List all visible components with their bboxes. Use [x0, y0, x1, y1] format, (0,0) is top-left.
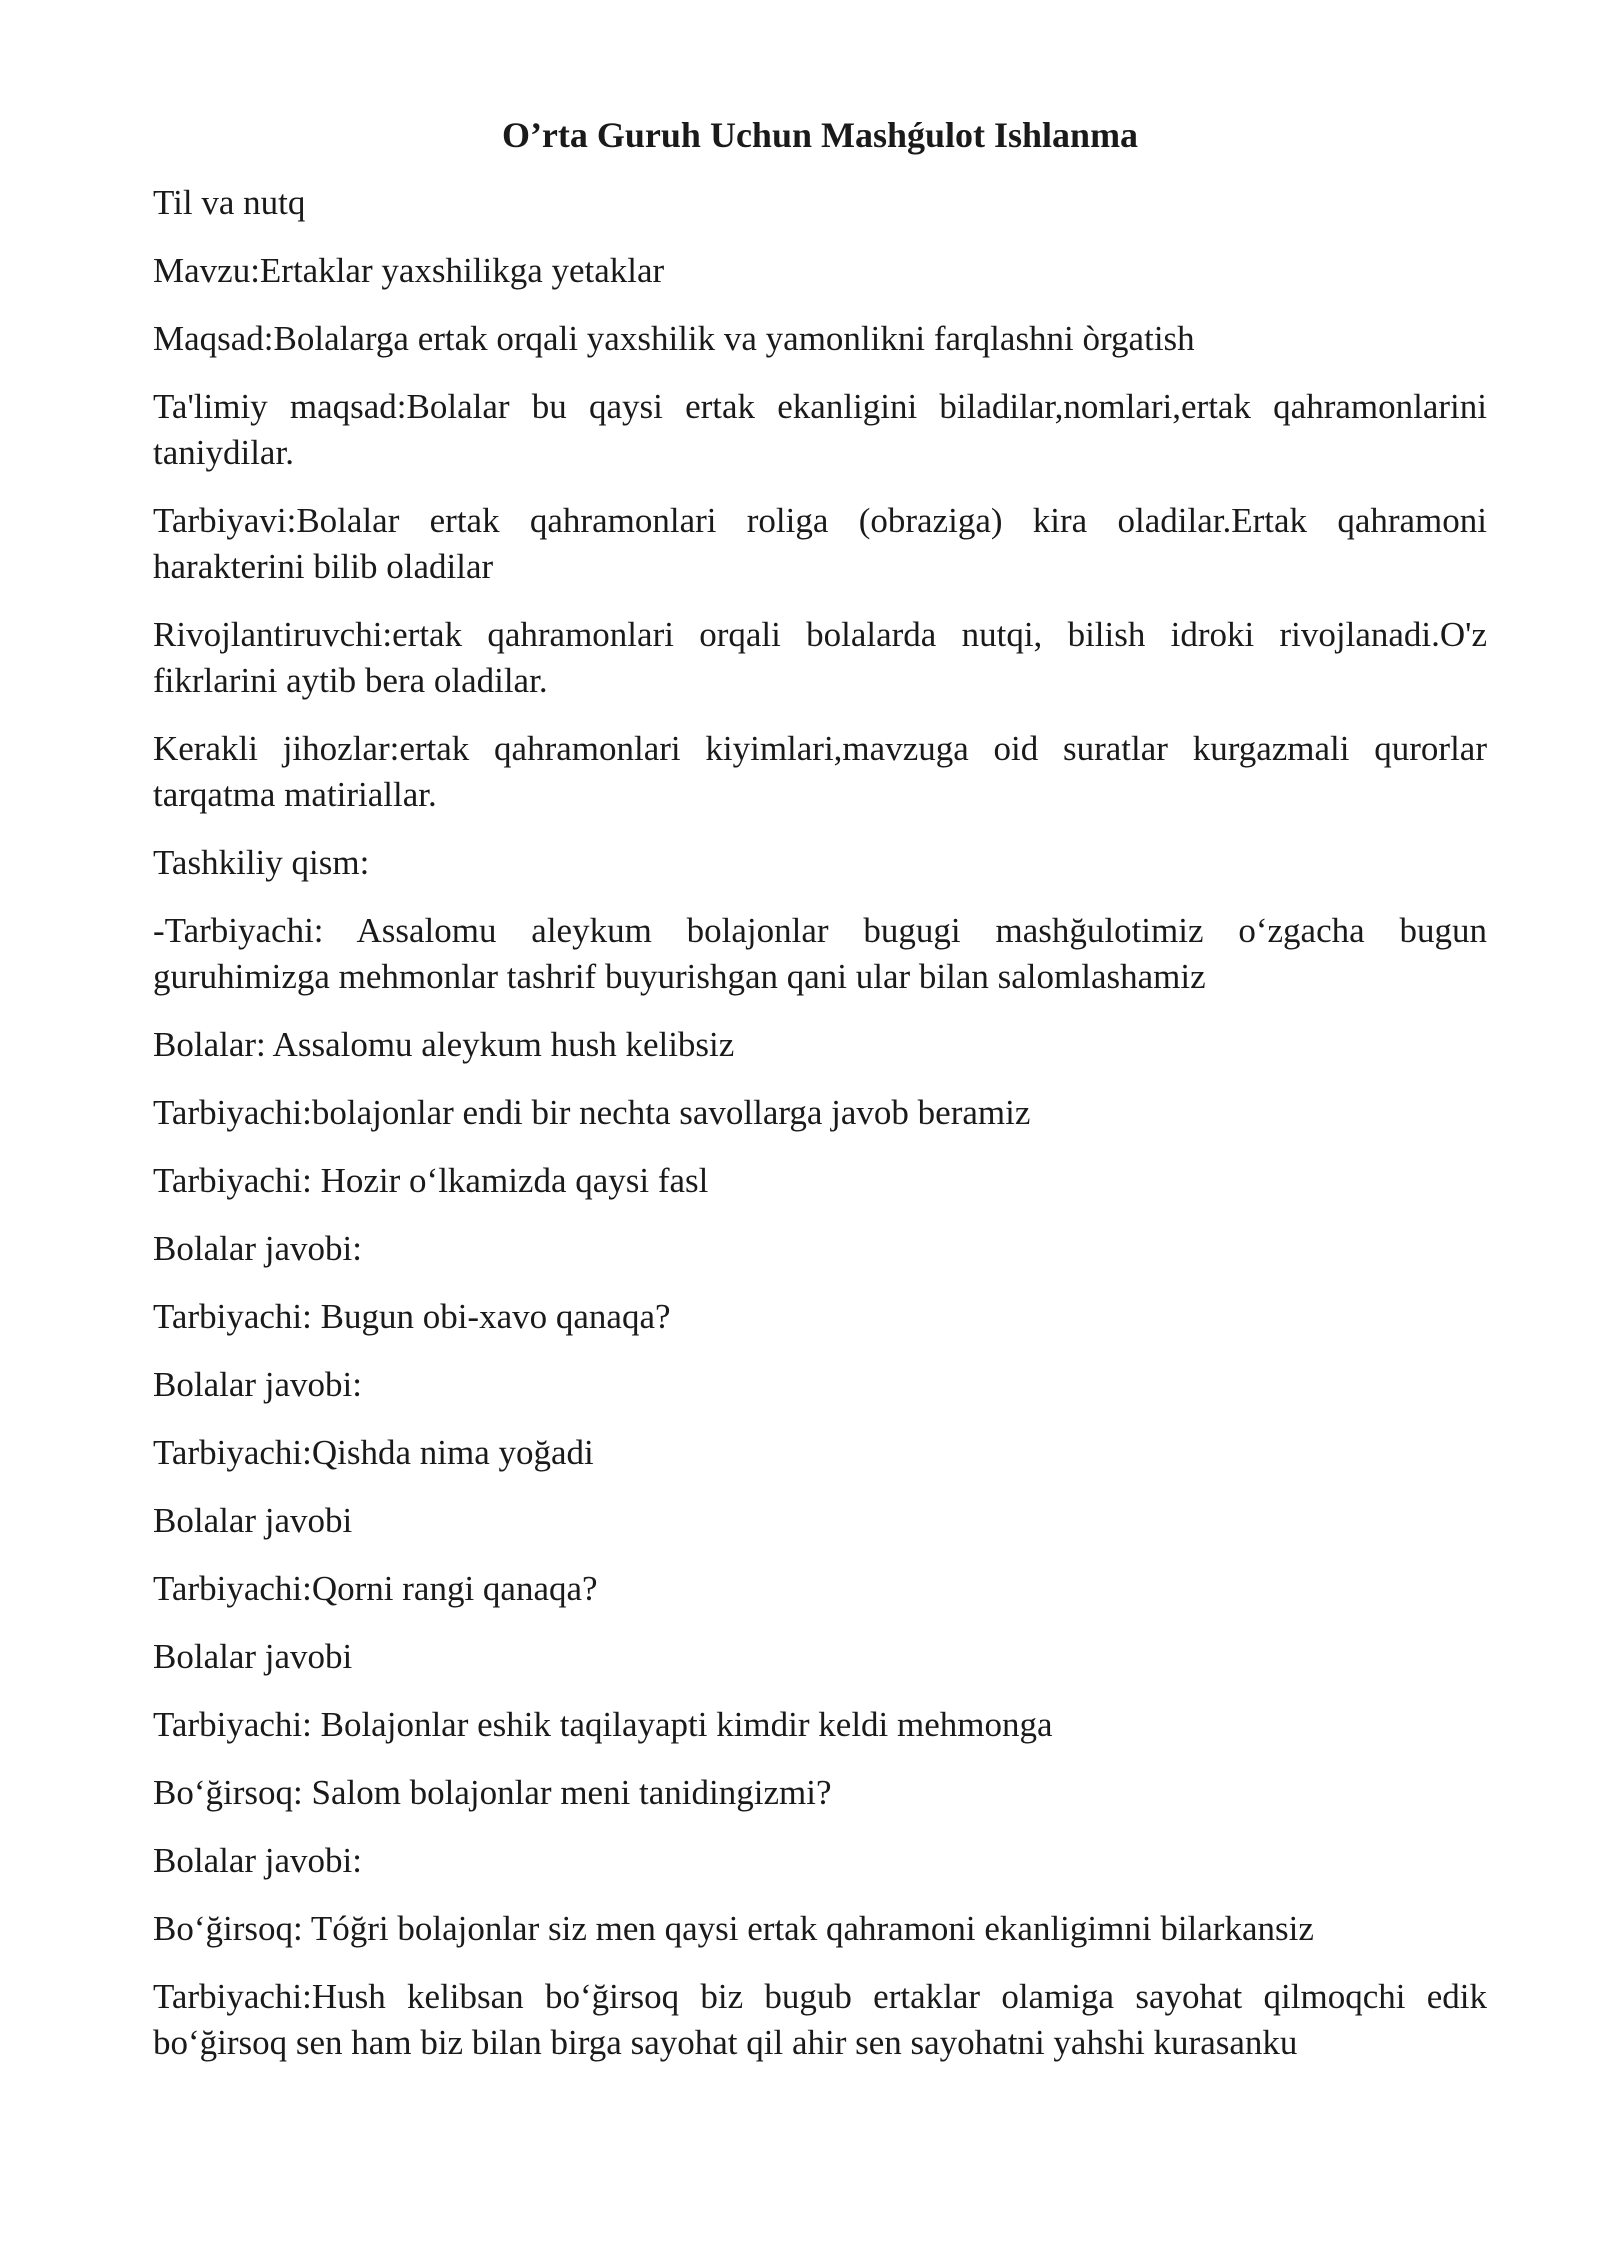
- paragraph-goal: Maqsad:Bolalarga ertak orqali yaxshilik va yamonlikni farqlashni òrgatish: [153, 319, 1195, 358]
- dialogue-line: Tarbiyachi:bolajonlar endi bir nechta savollarga javob beramiz: [153, 1093, 1031, 1132]
- dialogue-line: Bolalar javobi:: [153, 1841, 362, 1880]
- dialogue-line: Tarbiyachi: Hozir o‘lkamizda qaysi fasl: [153, 1161, 709, 1200]
- dialogue-line: Tarbiyachi:Hush kelibsan bo‘ğirsoq biz bugub ertaklar olamiga sayohat qilmoqchi edik bo‘ğirsoq sen ham biz bilan birga sayohat qil ahir sen sayohatni yahshi kurasanku: [153, 1977, 1487, 2062]
- dialogue-line: Bolalar javobi:: [153, 1229, 362, 1268]
- dialogue-line: Tarbiyachi: Bolajonlar eshik taqilayapti kimdir keldi mehmonga: [153, 1705, 1053, 1744]
- dialogue-line: Bolalar javobi:: [153, 1365, 362, 1404]
- dialogue-line: Bo‘ğirsoq: Tóğri bolajonlar siz men qaysi ertak qahramoni ekanligimni bilarkansiz: [153, 1909, 1314, 1948]
- paragraph-subject: Til va nutq: [153, 183, 306, 222]
- dialogue-line: Bolalar: Assalomu aleykum hush kelibsiz: [153, 1025, 735, 1064]
- dialogue-line: Bo‘ğirsoq: Salom bolajonlar meni tanidingizmi?: [153, 1773, 832, 1812]
- paragraph-educational-goal: Ta'limiy maqsad:Bolalar bu qaysi ertak ekanligini biladilar,nomlari,ertak qahramonlarini taniydilar.: [153, 387, 1487, 472]
- paragraph-organizational-part: Tashkiliy qism:: [153, 843, 370, 882]
- dialogue-line: Bolalar javobi: [153, 1637, 353, 1676]
- dialogue-line: Tarbiyachi:Qishda nima yoğadi: [153, 1433, 594, 1472]
- paragraph-equipment: Kerakli jihozlar:ertak qahramonlari kiyimlari,mavzuga oid suratlar kurgazmali qurorlar tarqatma matiriallar.: [153, 729, 1487, 814]
- dialogue-line: -Tarbiyachi: Assalomu aleykum bolajonlar bugugi mashğulotimiz o‘zgacha bugun guruhimizga mehmonlar tashrif buyurishgan qani ular bilan salomlashamiz: [153, 911, 1487, 996]
- paragraph-upbringing-goal: Tarbiyavi:Bolalar ertak qahramonlari roliga (obraziga) kira oladilar.Ertak qahramoni harakterini bilib oladilar: [153, 501, 1487, 586]
- paragraph-developmental-goal: Rivojlantiruvchi:ertak qahramonlari orqali bolalarda nutqi, bilish idroki rivojlanadi.O'z fikrlarini aytib bera oladilar.: [153, 615, 1487, 700]
- dialogue-line: Bolalar javobi: [153, 1501, 353, 1540]
- document-body: [153, 112, 1487, 2088]
- paragraph-topic: Mavzu:Ertaklar yaxshilikga yetaklar: [153, 251, 665, 290]
- dialogue-line: Tarbiyachi: Bugun obi-xavo qanaqa?: [153, 1297, 671, 1336]
- document-title: O’rta Guruh Uchun Mashǵulot Ishlanma: [501, 115, 1139, 155]
- dialogue-line: Tarbiyachi:Qorni rangi qanaqa?: [153, 1569, 598, 1608]
